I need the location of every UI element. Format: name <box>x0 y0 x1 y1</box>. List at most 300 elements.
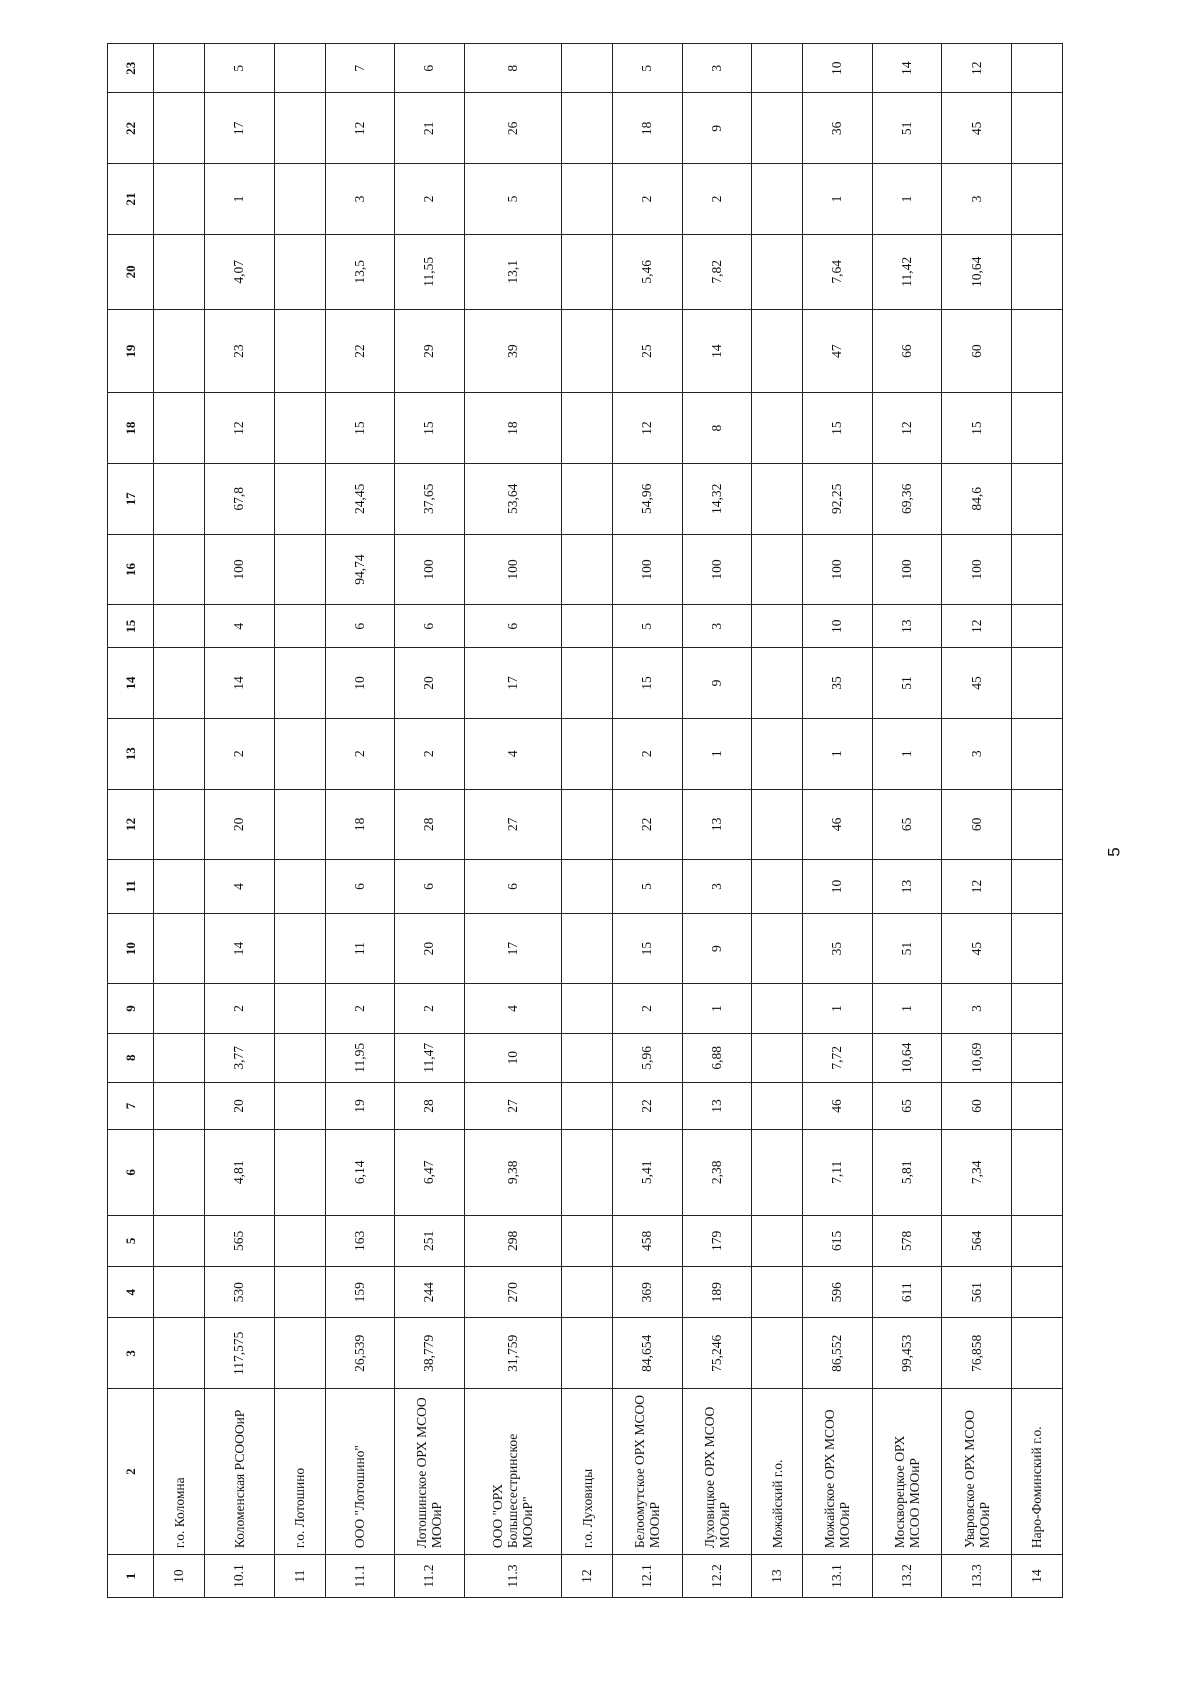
table-cell <box>562 913 613 984</box>
table-cell <box>752 393 803 464</box>
table-cell: 5,96 <box>613 1033 683 1082</box>
table-cell <box>274 93 325 164</box>
table-cell <box>752 648 803 719</box>
table-cell: 45 <box>942 913 1012 984</box>
table-cell: 9 <box>682 648 752 719</box>
table-cell: 25 <box>613 309 683 393</box>
table-cell: 84,6 <box>942 464 1012 535</box>
row-name-cell: г.о. Луховицы <box>562 1389 613 1555</box>
table-cell <box>562 605 613 648</box>
table-cell <box>1011 1033 1062 1082</box>
table-cell: 65 <box>872 789 942 860</box>
column-header: 11 <box>108 860 154 914</box>
table-cell <box>274 913 325 984</box>
row-name-cell: Коломенская РСОООиР <box>205 1389 275 1555</box>
table-cell: 2 <box>395 718 465 789</box>
table-cell: 18 <box>325 789 395 860</box>
table-cell <box>154 860 205 914</box>
table-cell: 45 <box>942 93 1012 164</box>
table-cell <box>752 789 803 860</box>
table-cell <box>1011 393 1062 464</box>
table-cell: 27 <box>464 789 561 860</box>
table-cell: 564 <box>942 1215 1012 1266</box>
table-cell <box>752 164 803 235</box>
table-cell: 10 <box>154 1555 205 1598</box>
table-cell <box>562 234 613 309</box>
table-cell: 38,779 <box>395 1318 465 1389</box>
table-cell: 22 <box>613 1082 683 1129</box>
table-cell <box>154 393 205 464</box>
table-cell: 36 <box>803 93 873 164</box>
table-cell: 12 <box>942 860 1012 914</box>
table-cell <box>154 1267 205 1318</box>
table-cell: 163 <box>325 1215 395 1266</box>
table-cell: 47 <box>803 309 873 393</box>
table-cell <box>562 1033 613 1082</box>
table-cell: 4 <box>464 984 561 1033</box>
table-cell: 611 <box>872 1267 942 1318</box>
table-cell: 2 <box>613 164 683 235</box>
table-cell: 65 <box>872 1082 942 1129</box>
table-cell: 9 <box>682 913 752 984</box>
table-cell: 6 <box>395 44 465 93</box>
table-cell: 14 <box>872 44 942 93</box>
table-cell: 92,25 <box>803 464 873 535</box>
table-cell: 37,65 <box>395 464 465 535</box>
table-cell: 565 <box>205 1215 275 1266</box>
table-cell: 1 <box>872 164 942 235</box>
table-cell: 13.1 <box>803 1555 873 1598</box>
table-cell <box>1011 309 1062 393</box>
table-cell: 6 <box>464 860 561 914</box>
table-cell <box>562 860 613 914</box>
table-cell <box>562 1318 613 1389</box>
table-cell: 15 <box>803 393 873 464</box>
table-cell: 5 <box>464 164 561 235</box>
table-cell <box>274 789 325 860</box>
table-cell <box>1011 913 1062 984</box>
table-cell: 2 <box>325 718 395 789</box>
table-cell <box>562 44 613 93</box>
table-cell <box>562 464 613 535</box>
table-cell: 11 <box>325 913 395 984</box>
table-cell <box>154 1130 205 1216</box>
table-cell: 10.1 <box>205 1555 275 1598</box>
table-cell: 46 <box>803 789 873 860</box>
table-cell: 17 <box>464 648 561 719</box>
table-cell: 6 <box>395 860 465 914</box>
table-cell: 7,64 <box>803 234 873 309</box>
table-cell: 28 <box>395 789 465 860</box>
row-name-cell: Лотошинское ОРХ МСОО МООиР <box>395 1389 465 1555</box>
table-cell <box>562 534 613 605</box>
table-cell: 2 <box>325 984 395 1033</box>
table-cell <box>274 718 325 789</box>
table-cell: 2 <box>395 984 465 1033</box>
table-cell: 7,34 <box>942 1130 1012 1216</box>
table-cell: 2 <box>682 164 752 235</box>
table-cell: 12 <box>942 605 1012 648</box>
table-cell: 75,246 <box>682 1318 752 1389</box>
table-cell <box>752 718 803 789</box>
table-cell: 100 <box>205 534 275 605</box>
column-header: 18 <box>108 393 154 464</box>
table-cell <box>274 464 325 535</box>
column-header: 23 <box>108 44 154 93</box>
table-row <box>942 44 1012 1598</box>
table-cell <box>154 913 205 984</box>
table-cell: 3 <box>682 605 752 648</box>
column-header: 22 <box>108 93 154 164</box>
table-cell: 86,552 <box>803 1318 873 1389</box>
table-cell <box>752 1215 803 1266</box>
table-cell: 3 <box>682 860 752 914</box>
table-cell: 578 <box>872 1215 942 1266</box>
table-cell: 66 <box>872 309 942 393</box>
table-cell <box>1011 234 1062 309</box>
table-cell: 11,47 <box>395 1033 465 1082</box>
table-cell: 1 <box>682 718 752 789</box>
table-cell: 21 <box>395 93 465 164</box>
table-cell: 6 <box>395 605 465 648</box>
column-header: 3 <box>108 1318 154 1389</box>
table-cell <box>1011 1318 1062 1389</box>
table-cell: 39 <box>464 309 561 393</box>
table-cell: 19 <box>325 1082 395 1129</box>
table-cell <box>154 93 205 164</box>
table-cell: 24,45 <box>325 464 395 535</box>
table-cell: 17 <box>464 913 561 984</box>
table-cell <box>154 464 205 535</box>
column-header: 13 <box>108 718 154 789</box>
table-cell <box>154 789 205 860</box>
table-cell: 5,46 <box>613 234 683 309</box>
table-cell <box>1011 1082 1062 1129</box>
table-cell <box>154 984 205 1033</box>
table-cell <box>562 93 613 164</box>
column-header: 8 <box>108 1033 154 1082</box>
row-name-cell: Уваровское ОРХ МСОО МООиР <box>942 1389 1012 1555</box>
table-cell <box>752 93 803 164</box>
table-cell <box>154 605 205 648</box>
row-name-cell: г.о. Лотошино <box>274 1389 325 1555</box>
table-cell: 5 <box>613 860 683 914</box>
table-cell: 18 <box>613 93 683 164</box>
table-cell: 15 <box>613 913 683 984</box>
table-cell: 2 <box>613 718 683 789</box>
table-cell <box>752 1318 803 1389</box>
table-cell: 10,64 <box>872 1033 942 1082</box>
table-cell: 100 <box>872 534 942 605</box>
table-cell <box>562 1267 613 1318</box>
table-cell: 46 <box>803 1082 873 1129</box>
table-cell <box>274 1082 325 1129</box>
table-cell: 10,64 <box>942 234 1012 309</box>
table-cell: 12 <box>942 44 1012 93</box>
table-cell <box>752 860 803 914</box>
table-cell <box>274 393 325 464</box>
table-cell <box>154 309 205 393</box>
table-cell: 60 <box>942 309 1012 393</box>
table-cell: 8 <box>682 393 752 464</box>
table-cell <box>274 984 325 1033</box>
table-cell <box>562 164 613 235</box>
table-cell: 13 <box>872 605 942 648</box>
table-cell: 13,1 <box>464 234 561 309</box>
table-cell <box>274 309 325 393</box>
table-cell <box>1011 605 1062 648</box>
table-cell <box>752 1033 803 1082</box>
table-cell: 10 <box>325 648 395 719</box>
table-cell: 2 <box>205 718 275 789</box>
table-cell: 1 <box>872 984 942 1033</box>
table-cell: 13 <box>872 860 942 914</box>
table-cell: 20 <box>205 1082 275 1129</box>
table-cell: 13 <box>752 1555 803 1598</box>
table-cell <box>154 718 205 789</box>
table-cell: 11.1 <box>325 1555 395 1598</box>
table-cell <box>752 1130 803 1216</box>
table-cell <box>1011 1267 1062 1318</box>
table-row <box>464 44 561 1598</box>
column-header: 14 <box>108 648 154 719</box>
data-table <box>107 43 1063 1598</box>
table-cell: 5,41 <box>613 1130 683 1216</box>
table-cell: 12.1 <box>613 1555 683 1598</box>
table-cell: 1 <box>205 164 275 235</box>
table-cell: 69,36 <box>872 464 942 535</box>
table-cell <box>274 860 325 914</box>
row-name-cell: Луховицкое ОРХ МСОО МООиР <box>682 1389 752 1555</box>
column-header: 20 <box>108 234 154 309</box>
table-cell <box>154 1318 205 1389</box>
table-cell: 6,14 <box>325 1130 395 1216</box>
page-number: 5 <box>1104 847 1124 857</box>
table-cell <box>752 984 803 1033</box>
column-header: 9 <box>108 984 154 1033</box>
table-cell: 15 <box>942 393 1012 464</box>
table-cell: 5 <box>613 44 683 93</box>
table-cell <box>1011 789 1062 860</box>
table-cell: 76,858 <box>942 1318 1012 1389</box>
table-cell: 100 <box>395 534 465 605</box>
table-cell: 31,759 <box>464 1318 561 1389</box>
row-name-cell: ООО "Лотошино" <box>325 1389 395 1555</box>
table-cell: 1 <box>803 164 873 235</box>
table-cell: 6,88 <box>682 1033 752 1082</box>
column-header: 2 <box>108 1389 154 1555</box>
table-row <box>325 44 395 1598</box>
row-name-cell: Белоомутское ОРХ МСОО МООиР <box>613 1389 683 1555</box>
table-cell <box>154 1215 205 1266</box>
table-cell: 13 <box>682 1082 752 1129</box>
table-cell <box>1011 44 1062 93</box>
table-cell: 26 <box>464 93 561 164</box>
table-row <box>562 44 613 1598</box>
table-row <box>274 44 325 1598</box>
table-cell <box>154 648 205 719</box>
table-cell <box>752 234 803 309</box>
table-row <box>395 44 465 1598</box>
column-header: 7 <box>108 1082 154 1129</box>
table-cell: 4,07 <box>205 234 275 309</box>
table-cell <box>752 309 803 393</box>
table-cell <box>562 309 613 393</box>
row-name-cell: Москворецкое ОРХ МСОО МООиР <box>872 1389 942 1555</box>
table-cell: 561 <box>942 1267 1012 1318</box>
table-cell: 13 <box>682 789 752 860</box>
table-cell <box>274 1033 325 1082</box>
table-cell: 10 <box>803 44 873 93</box>
table-cell: 1 <box>682 984 752 1033</box>
table-cell: 1 <box>803 718 873 789</box>
table-cell <box>1011 860 1062 914</box>
table-cell: 14 <box>682 309 752 393</box>
table-cell <box>562 984 613 1033</box>
table-cell <box>274 164 325 235</box>
table-cell <box>274 1130 325 1216</box>
table-cell <box>1011 984 1062 1033</box>
table-cell <box>1011 93 1062 164</box>
table-cell <box>752 464 803 535</box>
table-cell: 45 <box>942 648 1012 719</box>
row-name-cell: г.о. Коломна <box>154 1389 205 1555</box>
table-cell: 100 <box>942 534 1012 605</box>
column-header: 16 <box>108 534 154 605</box>
table-cell <box>752 1082 803 1129</box>
table-cell: 6 <box>464 605 561 648</box>
table-row <box>1011 44 1062 1598</box>
column-header: 17 <box>108 464 154 535</box>
table-cell: 12 <box>562 1555 613 1598</box>
table-cell: 22 <box>325 309 395 393</box>
table-cell: 615 <box>803 1215 873 1266</box>
table-cell <box>752 1267 803 1318</box>
table-cell: 9 <box>682 93 752 164</box>
column-header: 19 <box>108 309 154 393</box>
table-cell: 4 <box>205 605 275 648</box>
table-cell: 7,11 <box>803 1130 873 1216</box>
table-cell: 6 <box>325 860 395 914</box>
table-cell: 28 <box>395 1082 465 1129</box>
table-cell: 7 <box>325 44 395 93</box>
table-cell: 458 <box>613 1215 683 1266</box>
table-cell <box>752 913 803 984</box>
table-row <box>752 44 803 1598</box>
table-cell <box>154 1033 205 1082</box>
table-cell: 3 <box>682 44 752 93</box>
table-cell: 99,453 <box>872 1318 942 1389</box>
column-header: 10 <box>108 913 154 984</box>
column-header: 6 <box>108 1130 154 1216</box>
table-cell: 4 <box>464 718 561 789</box>
table-cell: 2 <box>205 984 275 1033</box>
table-cell: 4,81 <box>205 1130 275 1216</box>
table-cell: 10,69 <box>942 1033 1012 1082</box>
table-cell: 67,8 <box>205 464 275 535</box>
table-row <box>613 44 683 1598</box>
table-cell: 15 <box>613 648 683 719</box>
table-cell: 12.2 <box>682 1555 752 1598</box>
table-cell: 596 <box>803 1267 873 1318</box>
table-cell: 100 <box>613 534 683 605</box>
table-cell: 1 <box>872 718 942 789</box>
column-header: 5 <box>108 1215 154 1266</box>
table-cell: 4 <box>205 860 275 914</box>
table-cell: 5,81 <box>872 1130 942 1216</box>
table-cell <box>274 1267 325 1318</box>
table-row <box>803 44 873 1598</box>
table-cell <box>562 1215 613 1266</box>
table-cell: 14,32 <box>682 464 752 535</box>
table-cell <box>154 1082 205 1129</box>
table-cell: 54,96 <box>613 464 683 535</box>
table-cell: 298 <box>464 1215 561 1266</box>
table-cell <box>562 648 613 719</box>
table-cell: 11,42 <box>872 234 942 309</box>
table-cell <box>154 164 205 235</box>
header-row <box>108 44 154 1598</box>
table-cell: 2,38 <box>682 1130 752 1216</box>
table-cell <box>562 1082 613 1129</box>
rotated-table-container <box>107 43 1063 1598</box>
table-cell <box>1011 534 1062 605</box>
table-cell: 530 <box>205 1267 275 1318</box>
table-cell: 5 <box>613 605 683 648</box>
table-cell <box>752 44 803 93</box>
table-row <box>872 44 942 1598</box>
table-cell: 3 <box>942 718 1012 789</box>
table-cell <box>752 534 803 605</box>
table-cell: 3,77 <box>205 1033 275 1082</box>
table-cell: 15 <box>325 393 395 464</box>
table-cell: 94,74 <box>325 534 395 605</box>
table-cell <box>562 393 613 464</box>
table-cell: 100 <box>682 534 752 605</box>
table-cell: 270 <box>464 1267 561 1318</box>
row-name-cell: ООО "ОРХ Большесестринское МООиР" <box>464 1389 561 1555</box>
table-cell: 27 <box>464 1082 561 1129</box>
table-cell <box>1011 464 1062 535</box>
table-cell <box>154 44 205 93</box>
table-cell: 14 <box>205 913 275 984</box>
table-cell: 14 <box>205 648 275 719</box>
table-cell <box>274 44 325 93</box>
table-cell <box>154 534 205 605</box>
table-cell: 12 <box>325 93 395 164</box>
table-cell: 6,47 <box>395 1130 465 1216</box>
table-cell: 15 <box>395 393 465 464</box>
table-cell <box>274 605 325 648</box>
table-cell: 100 <box>464 534 561 605</box>
table-cell: 5 <box>205 44 275 93</box>
table-cell: 18 <box>464 393 561 464</box>
table-cell: 14 <box>1011 1555 1062 1598</box>
table-cell <box>154 234 205 309</box>
table-cell <box>274 648 325 719</box>
table-cell: 3 <box>942 164 1012 235</box>
table-cell: 35 <box>803 913 873 984</box>
table-cell: 159 <box>325 1267 395 1318</box>
table-cell: 244 <box>395 1267 465 1318</box>
column-header: 15 <box>108 605 154 648</box>
table-cell: 60 <box>942 789 1012 860</box>
table-cell: 2 <box>395 164 465 235</box>
row-name-cell: Наро-Фоминский г.о. <box>1011 1389 1062 1555</box>
table-cell <box>274 1215 325 1266</box>
table-cell <box>562 1130 613 1216</box>
table-cell: 51 <box>872 648 942 719</box>
